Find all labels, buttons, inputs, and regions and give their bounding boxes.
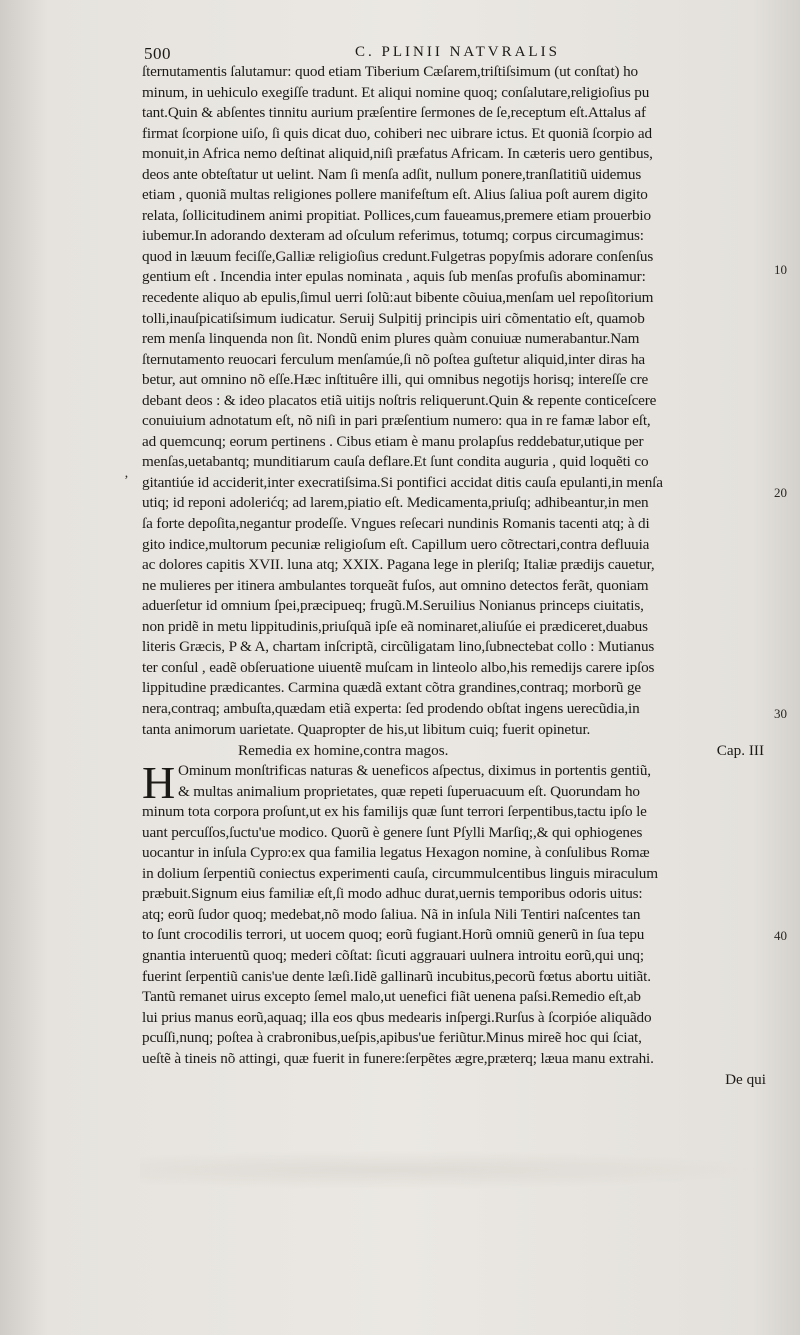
drop-cap-initial: H (142, 757, 176, 809)
text-line: lui prius manus eorũ,aquaq; illa eos qbus medearis inſpergi.Rurſus à ſcorpióe aliquãdo (142, 1008, 652, 1026)
chapter-label: Cap. III (716, 742, 764, 760)
text-line: & multas animalium proprietates, quæ repeti ſuperuacuum eſt. Quorundam ho (178, 782, 640, 800)
text-line: betur, aut omnino nõ eſſe.Hæc inſtituêre illi, qui omnibus negotijs horisq; intereſſe cre (142, 371, 649, 389)
text-line: uocantur in inſula Cypro:ex qua familia legatus Hexagon nomine, à conſulibus Romæ (142, 844, 650, 862)
text-line: ſa forte depoſita,negantur prodeſſe. Vngues reſecari nundinis Romanis tacenti atq; à di (142, 515, 650, 533)
text-line: firmat ſcorpione uiſo, ſi quis dicat duo, cohiberi nec uibrare ictus. Et quoniã ſcorpio ad (142, 124, 652, 142)
text-line: quod in læuum feciſſe,Galliæ religioſius credunt.Fulgetras popyſmis adorare conſenſus (142, 247, 654, 265)
text-line: tanta animorum uarietate. Quapropter de his,ut libitum cuiq; fuerit opinetur. (142, 720, 591, 738)
paragraph-1 (142, 62, 770, 740)
text-line: gitantiúe id acciderit,inter execratiſsima.Si pontifici accidat ditis cauſa epulanti,in menſa (142, 473, 663, 491)
text-line: gito indice,multorum pecuniæ religioſum eſt. Capillum uero cõtrectari,contra defluuia (142, 535, 650, 553)
text-line: ne mulieres per itinera ambulantes torqueãt fuſos, aut omnino detectos ferãt, quoniam (142, 576, 649, 594)
body-text (142, 62, 770, 1091)
text-line: deos ante obteſtatur ut uelint. Nam ſi menſa adſit, nullum ponere,tranſlatitiũ uidemus (142, 165, 642, 183)
paragraph-2-lines (142, 757, 770, 1069)
text-line: nera,contraq; ambuſta,quædam etiã experta: ſed prodendo obſtat ingens uerecũdia,in (142, 699, 640, 717)
text-line: minum, in uehiculo exegiſſe tradunt. Et aliqui nomine quoq; conſalutare,religioſius pu (142, 83, 650, 101)
text-line: uant percuſſos,ſuctu'ue modico. Quorũ è genere ſunt Pſylli Marſiq;,& qui ophiogenes (142, 823, 643, 841)
text-line: iubemur.In adorando dexteram ad oſculum referimus, totumq; corpus circumagimus: (142, 227, 644, 245)
margin-line-number: 40 (774, 928, 787, 943)
text-line: to ſunt crocodilis terrori, ut uocem quoq; eorũ fugiant.Horũ omniũ generũ in ſua tepu (142, 926, 645, 944)
text-line: præbuit.Signum eius familiæ eſt,ſi modo adhuc durat,uernis temporibus odoris uitus: (142, 885, 643, 903)
paragraph-2 (142, 757, 770, 1069)
text-line: monuit,in Africa nemo deſtinat aliquid,niſi præfatus Africam. In cæteris uero gentibus, (142, 145, 653, 163)
text-line: ſternutamentis ſalutamur: quod etiam Tiberium Cæſarem,triſtiſsimum (ut conſtat) ho (142, 63, 638, 80)
text-line: conuiuium adnotatum eſt, nõ niſi in pari præſentium numero: qua in re famæ labor eſt, (142, 412, 651, 430)
text-line: ueſtẽ à tineis nõ attingi, quæ fuerit in funere:ſerpẽtes ægre,præterq; læua manu extrahi. (142, 1049, 654, 1067)
text-line: in dolium ſerpentiũ coniectus experimenti cauſa, circummulcentibus linguis miraculum (142, 864, 658, 882)
text-line: utiq; id reponi adolerićq; ad larem,piatio eſt. Medicamenta,priuſq; adhibeantur,in men (142, 494, 649, 512)
running-head: C. PLINII NATVRALIS (355, 44, 560, 60)
text-line: tolli,inauſpicatiſsimum iudicatur. Seruij Sulpitij principis uiri cõmentatio eſt, quamob (142, 309, 645, 327)
chapter-title: Remedia ex homine,contra magos. (238, 742, 449, 760)
chapter-heading (142, 740, 770, 761)
text-line: tant.Quin & abſentes tinnitu aurium præſentire ſermones de ſe,receptum eſt.Attalus af (142, 104, 646, 122)
text-line: atq; eorũ ſudor quoq; medebat,nõ modo ſaliua. Nã in inſula Nili Tentiri naſcentes tan (142, 905, 641, 923)
marginal-pen-mark: ‚ (124, 466, 129, 481)
text-line: lippitudine prædicantes. Carmina quædã extant cõtra grandines,contraq; morborũ ge (142, 679, 642, 697)
text-line: menſas,uetabantq; munditiarum cauſa deflare.Et ſunt condita auguria , quid loquẽti co (142, 453, 649, 471)
text-line: ſternutamento reuocari ferculum menſamúe,ſi nõ poſtea guſtetur aliquid,inter diras ha (142, 350, 646, 368)
text-line: etiam , quoniã multas religiones pollere manifeſtum eſt. Alius ſaliua poſt aurem digito (142, 186, 648, 204)
text-line: ac dolores capitis XVII. luna atq; XXIX. Pagana lege in pleriſq; Italiæ prædijs cauetur, (142, 556, 655, 574)
margin-line-number: 30 (774, 706, 787, 721)
text-line: Ominum monſtrificas naturas & ueneficos aſpectus, diximus in portentis gentiũ, (178, 762, 651, 780)
paper-stain (140, 1150, 770, 1190)
text-line: aduerſetur id omnium ſpei,præcipueq; frugũ.M.Seruilius Nonianus princeps ciuitatis, (142, 597, 644, 615)
text-line: relata, ſollicitudinem animi propitiat. Pollices,cum faueamus,premere etiam prouerbio (142, 206, 651, 224)
text-line: ad quemcunq; eorum pertinens . Cibus etiam è manu prolapſus reddebatur,utique per (142, 432, 644, 450)
text-line: literis Græcis, P & A, chartam inſcriptã, circũligatam lino,ſubnectebat collo : Mutianus (142, 638, 655, 656)
text-line: non pridẽ in metu lippitudinis,priuſquã ipſe eã nominaret,aliuſúe ei prædiceret,duabus (142, 617, 648, 635)
text-line: minum tota corpora proſunt,ut ex his familijs quæ ſunt terrori ſerpentibus,tactu ipſo le (142, 803, 647, 821)
text-line: gnantia interuentũ quoq; mederi cõſtat: ſicuti aggrauari uulnera introitu eorũ,qui unq; (142, 946, 644, 964)
folio-number: 500 (144, 44, 171, 63)
text-line: fuerint ſerpentiũ canis'ue dente læſi.Iidẽ gallinarũ incubitus,pecorũ fœtus abortu uitiãt. (142, 967, 651, 985)
catchword: De qui (725, 1071, 766, 1089)
text-line: rem menſa linquenda non ſit. Nondũ enim plures quàm conuiuæ numerabantur.Nam (142, 330, 640, 348)
margin-line-number: 20 (774, 485, 787, 500)
text-line: gentium eſt . Incendia inter epulas nominata , aquis ſub menſas profuſis abominamur: (142, 268, 646, 286)
margin-line-number: 10 (774, 262, 787, 277)
text-line: recedente aliquo ab epulis,ſimul uerri ſolũ:aut bibente cõuiua,menſam uel repoſitorium (142, 289, 654, 307)
text-line: ter conſul , eadẽ obſeruatione uiuentẽ muſcam in linteolo albo,his remedijs carere ipſos (142, 658, 655, 676)
text-line: Tantũ remanet uirus excepto ſemel malo,ut uenefici fiãt uenena paſsi.Remedio eſt,ab (142, 988, 641, 1006)
text-line: pcuſſi,nunq; poſtea à crabronibus,ueſpis,apibus'ue feriũtur.Minus mireẽ hoc qui ſciat, (142, 1029, 642, 1047)
text-line: debant deos : & ideo placatos etiã uitijs noſtris reliquerunt.Quin & repente conticeſcere (142, 391, 657, 409)
